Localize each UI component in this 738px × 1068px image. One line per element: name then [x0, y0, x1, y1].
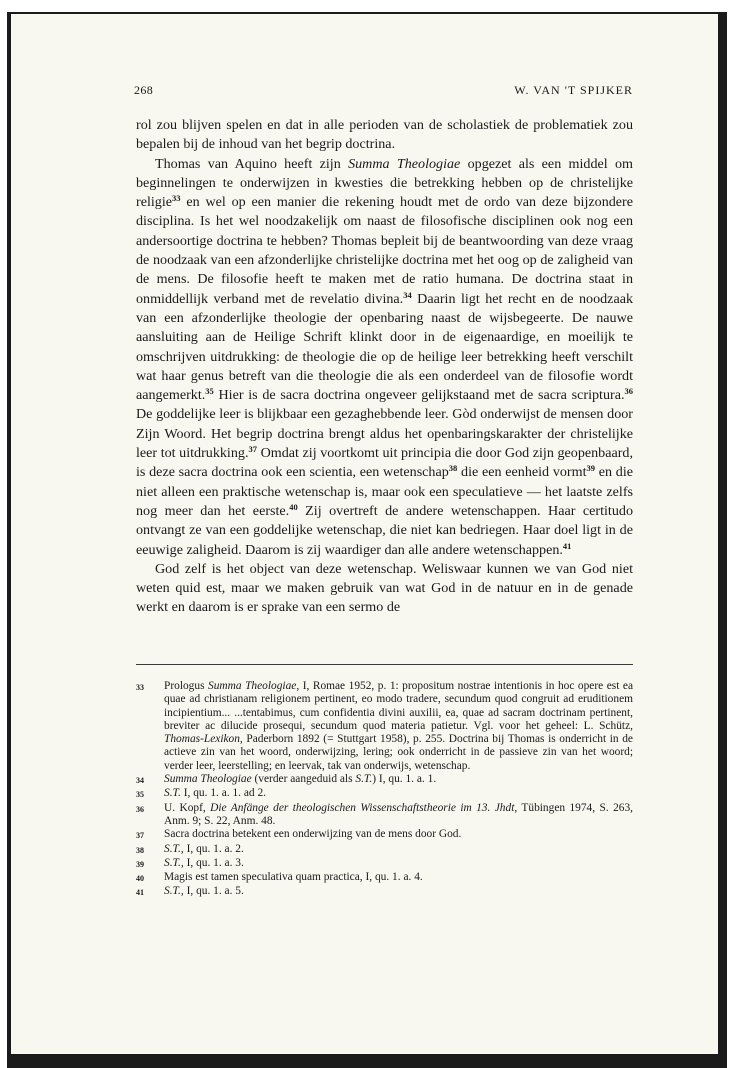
footnote-35: 35 S.T. I, qu. 1. a. 1. ad 2. [136, 787, 633, 801]
footnote-ref: 35 [205, 386, 214, 397]
running-head: W. VAN 'T SPIJKER [514, 83, 633, 97]
footnote-number: 34 [136, 776, 144, 786]
footnote-38: 38 S.T., I, qu. 1. a. 2. [136, 843, 633, 857]
footnote-number: 40 [136, 874, 144, 884]
footnote-number: 36 [136, 804, 144, 814]
footnote-34: 34 Summa Theologiae (verder aangeduid als S.T.) I, qu. 1. a. 1. [136, 773, 633, 787]
footnote-ref: 34 [403, 289, 412, 300]
footnote-ref: 39 [586, 463, 596, 474]
footnote-number: 39 [136, 859, 144, 869]
footnote-ref: 41 [562, 540, 572, 551]
footnote-number: 38 [136, 845, 144, 855]
footnote-40: 40 Magis est tamen speculativa quam practica, I, qu. 1. a. 4. [136, 871, 633, 885]
footnote-36: 36 U. Kopf, Die Anfänge der theologischen Wissenschaftstheorie im 13. Jhdt, Tübingen 1974, S. 263, Anm. 9; S. 22, Anm. 48. [136, 801, 634, 827]
paragraph: Thomas van Aquino heeft zijn Summa Theologiae opgezet als een middel om beginnelingen te onderwijzen in kwesties die betrekking hebben op de christelijke religie$^{33}$ en wel op een manier die rekening houdt met de ordo van deze bijzondere disciplina. Is het wel noodzakelijk om naast de filosofische disciplinen ook nog een andersoortige doctrina te hebben? Thomas bepleit bij de beantwoording van deze vraag de noodzaak van een afzonderlijke christelijke doctrina met het oog op de zaligheid van de mens. De filosofie heeft te maken met de ratio humana. De doctrina staat in onmiddellijk verband met de revelatio divina.$^{34}$ Daarin ligt het recht en de noodzaak van een afzonderlijke theologie der openbaring naast de wijsbegeerte. De nauwe aansluiting aan de Heilige Schrift klinkt door in de eigenaardige, en moeilijk te omschrijven uitdrukking: de theologie die op de heilige leer betrekking heeft verschilt wat haar genus betreft van die theologie die als een onderdeel van de filosofie wordt aangemerkt.$^{35}$ Hier is de sacra doctrina ongeveer gelijkstaand met de sacra scriptura.$^{36}$ De goddelijke leer is blijkbaar een gezaghebbende leer. Gòd onderwijst de mensen door Zijn Woord. Het begrip doctrina brengt aldus het openbaringskarakter der christelijke leer tot uitdrukking.$^{37}$ Omdat zij voortkomt uit principia die door God zijn geopenbaard, is deze sacra doctrina ook een scientia, een wetenschap$^{38}$ die een eenheid vormt$^{39}$ en die niet alleen een praktische wetenschap is, maar ook een speculatieve — het laatste zelfs nog meer dan het eerste.$^{40}$ Zij overtreft de andere wetenschappen. Haar certitudo ontvangt ze van een goddelijke wetenschap, die niet kan bedriegen. Haar doel ligt in de eeuwige zaligheid. Daarom is zij waardiger dan alle andere wetenschappen.$^{41}$ [136, 155, 634, 558]
footnote-33: 33 Prologus Summa Theologiae, I, Romae 1952, p. 1: propositum nostrae intentionis in hoc opere est ea quae ad christianam religionem pertinent, eo modo tradere, secundum quod congruit ad eruditionem incipientium... ...tentabimus, cum confidentia divini auxilii, ea, quae ad sacram doctrinam pertinent, breviter ac dilucide prosequi, secundum quod materia patietur. Vgl. voor het geheel: L. Schütz, Thomas-Lexikon, Paderborn 1892 (= Stuttgart 1958), p. 255. Doctrina bij Thomas is onderricht in de actieve zin van het woord, onderwijzing, lering; ook onderricht in de passieve zin van het woord; verder leer, leerstelling; en leervak, tak van onderwijs, wetenschap. [136, 680, 634, 772]
page-number: 268 [134, 83, 154, 97]
paragraph: rol zou blijven spelen en dat in alle perioden van de scholastiek de problematiek zou bepalen bij de inhoud van het begrip doctrina. [136, 117, 633, 153]
footnote-number: 41 [136, 888, 144, 898]
paragraph: God zelf is het object van deze wetenschap. Weliswaar kunnen we van God niet weten quid est, maar we maken gebruik van wat God in de natuur en in de genade werkt en daarom is er sprake van een sermo de [136, 560, 633, 616]
footnote-41: 41 S.T., I, qu. 1. a. 5. [136, 885, 633, 899]
footnote-37: 37 Sacra doctrina betekent een onderwijzing van de mens door God. [136, 828, 633, 842]
footnote-number: 33 [136, 683, 144, 692]
footnotes [136, 680, 633, 900]
footnote-rule [136, 664, 633, 665]
main-text [136, 116, 633, 618]
footnote-ref: 37 [248, 444, 257, 455]
footnote-ref: 33 [172, 193, 181, 204]
footnote-ref: 38 [448, 463, 458, 474]
footnote-number: 37 [136, 831, 144, 841]
footnote-ref: 36 [624, 386, 633, 397]
footnote-39: 39 S.T., I, qu. 1. a. 3. [136, 857, 633, 871]
footnote-ref: 40 [289, 501, 298, 512]
footnote-number: 35 [136, 790, 144, 800]
